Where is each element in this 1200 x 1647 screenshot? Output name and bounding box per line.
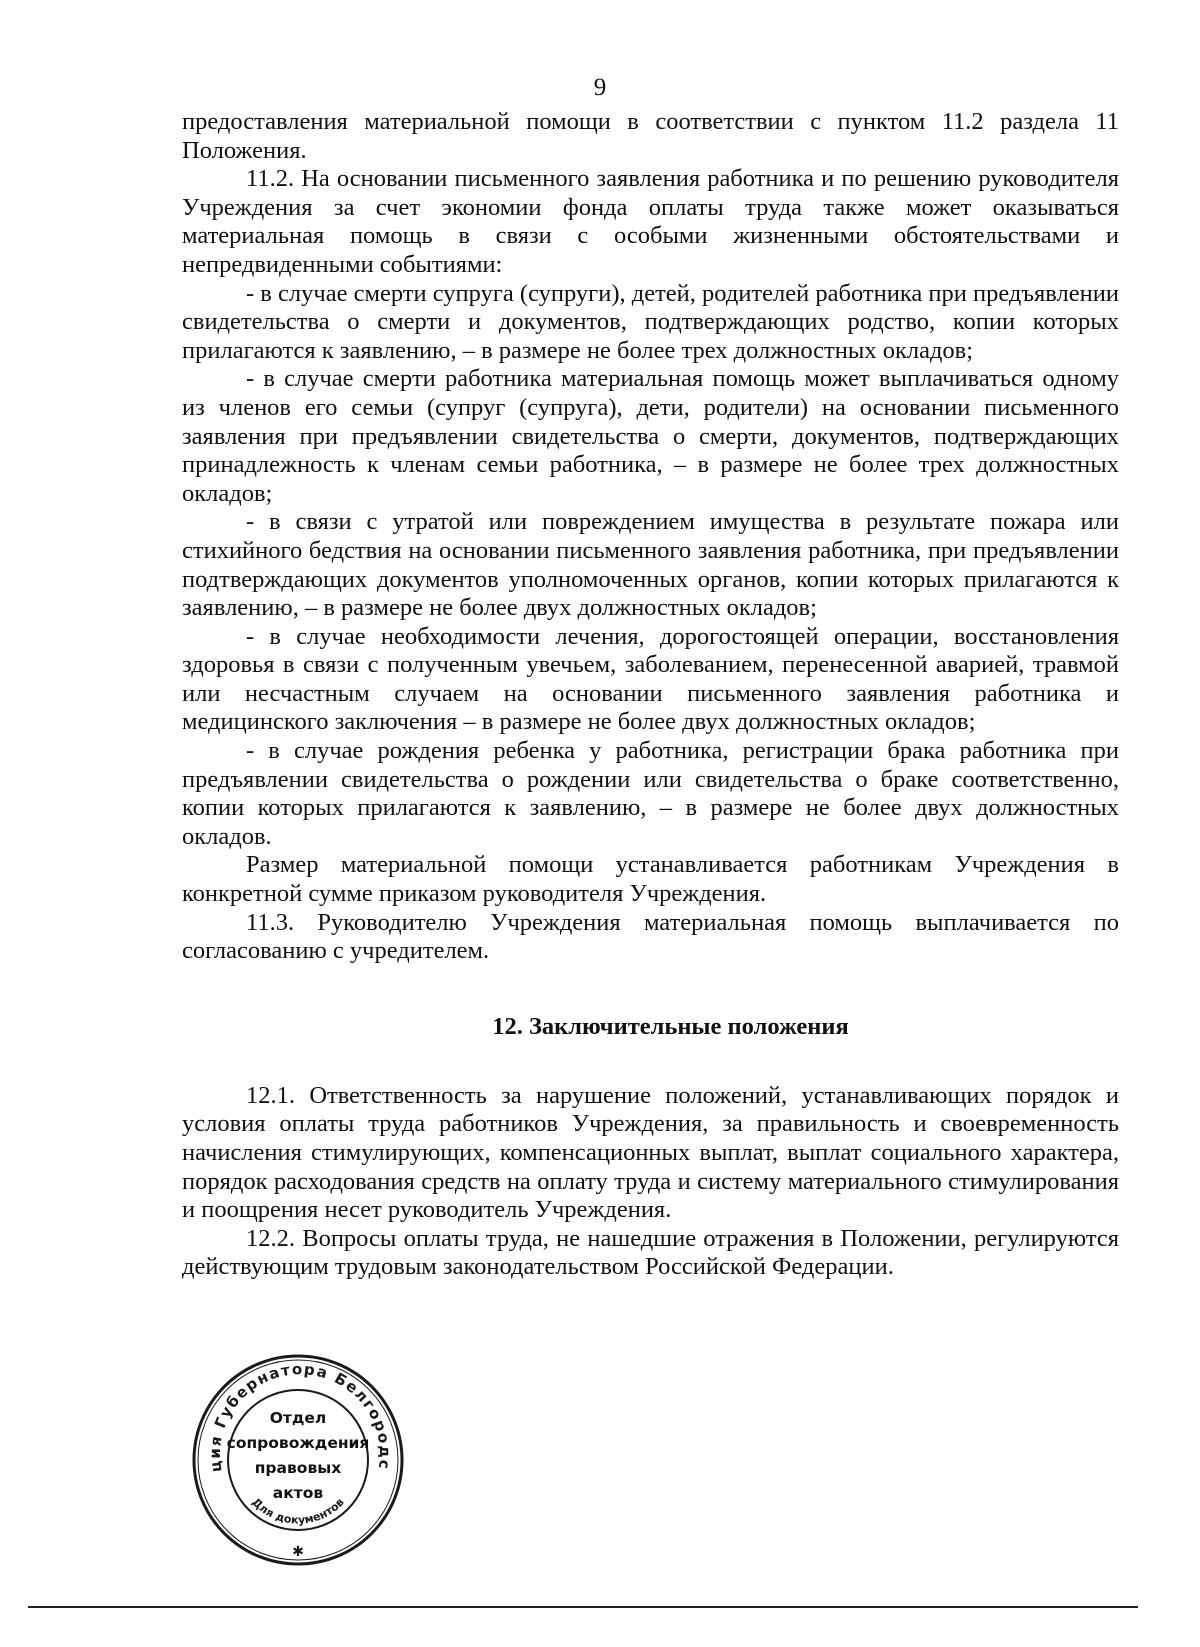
list-item-death-of-relatives: - в случае смерти супруга (супруги), детей, родителей работника при предъявлении свидетельства о смерти и документов, подтверждающих родство, копии которых прилагаются к заявлению, – в размере не более трех должностных окладов; (182, 279, 1119, 364)
seal-line-2: сопровождения (226, 1434, 370, 1452)
svg-text:✱: ✱ (292, 1545, 304, 1560)
list-item-medical-treatment: - в случае необходимости лечения, дорогостоящей операции, восстановления здоровья в связи с полученным увечьем, заболеванием, перенесенной аварией, травмой или несчастным случаем на основании письменного заявления работника и медицинского заключения – в размере не более двух должностных окладов; (182, 622, 1119, 736)
seal-line-3: правовых (254, 1459, 342, 1477)
paragraph-continuation: предоставления материальной помощи в соответствии с пунктом 11.2 раздела 11 Положения. (182, 108, 1119, 164)
seal-center-text (226, 1406, 370, 1520)
paragraph-12-1: 12.1. Ответственность за нарушение положений, устанавливающих порядок и условия оплаты труда работников Учреждения, за правильность и своевременность начисления стимулирующих, компенсационных выплат, выплат социального характера, порядок расходования средств на оплату труда и систему материального стимулирования и поощрения несет руководитель Учреждения. (182, 1081, 1119, 1224)
list-item-property-loss: - в связи с утратой или повреждением имущества в результате пожара или стихийного бедствия на основании письменного заявления работника, при предъявлении подтверждающих документов уполномоченных органов, копии которых прилагаются к заявлению, – в размере не более двух должностных окладов; (182, 508, 1119, 622)
paragraph-12-2: 12.2. Вопросы оплаты труда, не нашедшие отражения в Положении, регулируются действующим трудовым законодательством Российской Федерации. (182, 1224, 1119, 1281)
paragraph-11-2: 11.2. На основании письменного заявления работника и по решению руководителя Учреждения за счет экономии фонда оплаты труда также может оказываться материальная помощь в связи с особыми жизненными обстоятельствами и непредвиденными событиями: (182, 165, 1119, 278)
paragraph-11-3: 11.3. Руководителю Учреждения материальная помощь выплачивается по согласованию с учредителем. (182, 908, 1119, 965)
page-number: 9 (593, 74, 607, 101)
seal-line-4: актов (272, 1484, 324, 1502)
official-seal-stamp (188, 1348, 408, 1572)
svg-text:Администрация Губернатора Белг: ция Губернатора Белгородс (205, 1360, 395, 1474)
list-item-birth-marriage: - в случае рождения ребенка у работника, регистрации брака работника при предъявлении свидетельства о рождении или свидетельства о браке соответственно, копии которых прилагаются к заявлению, – в размере не более двух должностных окладов. (182, 737, 1119, 850)
document-body (182, 108, 1119, 1282)
section-heading: 12. Заключительные положения (492, 1012, 849, 1040)
seal-line-1: Отдел (269, 1409, 327, 1427)
list-item-death-of-employee: - в случае смерти работника материальная помощь может выплачиваться одному из членов его семьи (супруг (супруга), дети, родители) на основании письменного заявления при предъявлении свидетельства о смерти, документов, подтверждающих принадлежность к членам семьи работника, – в размере не более трех должностных окладов; (182, 365, 1119, 507)
paragraph-aid-amount: Размер материальной помощи устанавливается работникам Учреждения в конкретной сумме приказом руководителя Учреждения. (182, 851, 1119, 908)
svg-text:Для документов: Для документов (249, 1495, 347, 1527)
page-bottom-rule (28, 1606, 1138, 1608)
